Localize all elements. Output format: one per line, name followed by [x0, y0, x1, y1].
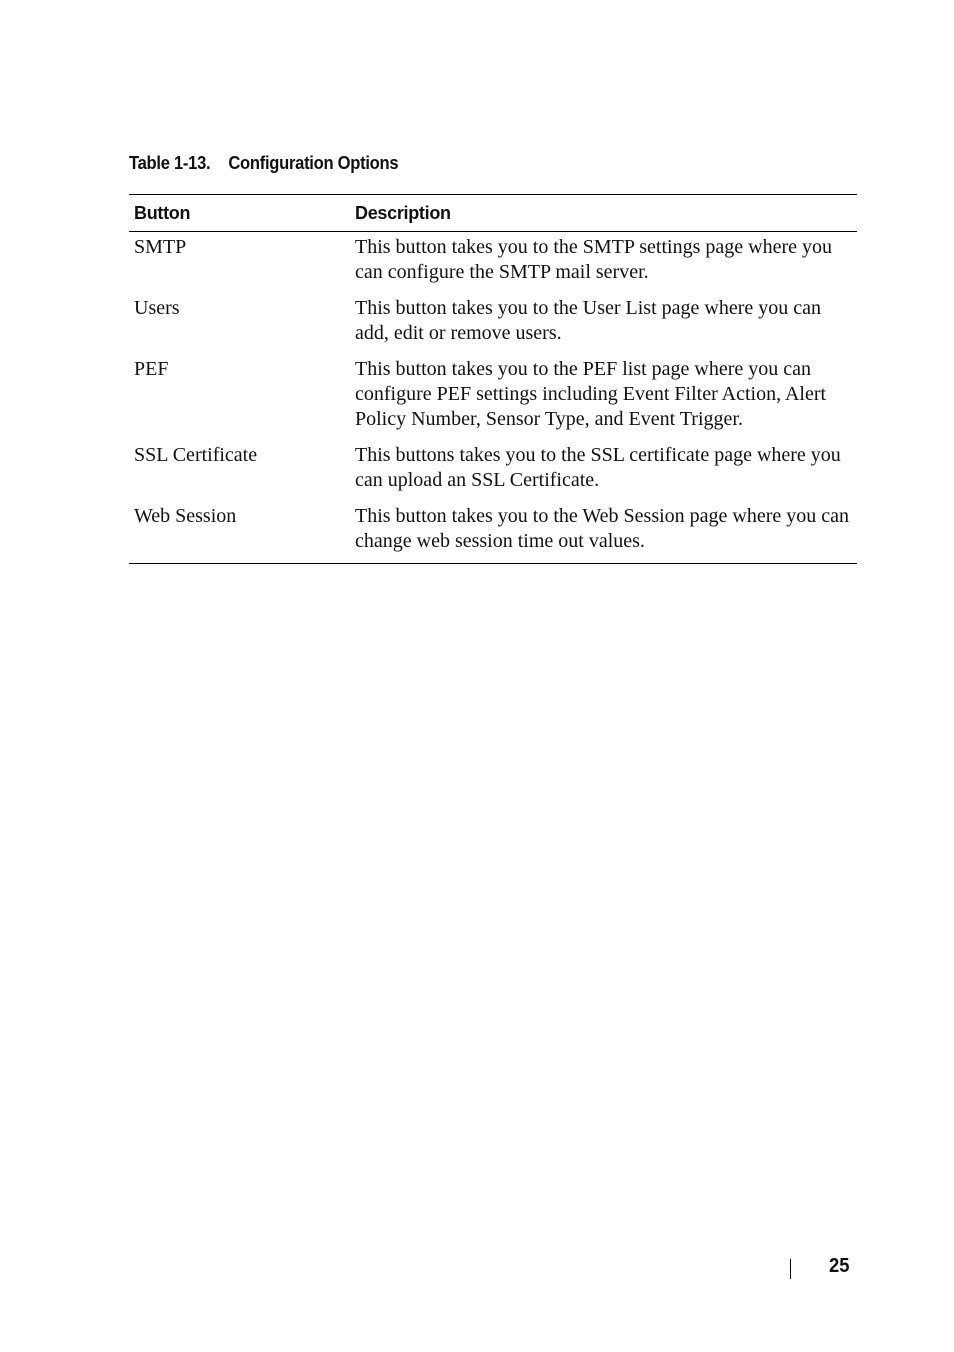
row-description: This button takes you to the Web Session page where you can change web session time out values. [355, 505, 850, 552]
row-button-name: SMTP [134, 236, 187, 258]
row-description: This button takes you to the PEF list page where you can configure PEF settings including Event Filter Action, Alert Policy Number, Sensor Type, and Event Trigger. [355, 358, 827, 430]
row-button-name: Users [134, 297, 180, 319]
table-number: Table 1-13. [129, 153, 211, 173]
header-description: Description [355, 202, 451, 223]
table-row [129, 357, 857, 443]
header-button: Button [134, 202, 191, 223]
table-row [129, 296, 857, 357]
table-row [129, 443, 857, 504]
table-title: Configuration Options [228, 153, 399, 173]
row-button-name: SSL Certificate [134, 444, 258, 466]
row-button-name: Web Session [134, 505, 237, 527]
row-button-name: PEF [134, 358, 169, 380]
table-row [129, 504, 857, 563]
table-caption [129, 153, 398, 174]
row-description: This button takes you to the User List page where you can add, edit or remove users. [355, 297, 821, 344]
table-header-row [129, 195, 857, 232]
page-number: 25 [829, 1255, 850, 1277]
footer-divider [790, 1259, 791, 1279]
configuration-options-table [129, 194, 857, 564]
table-row [129, 232, 857, 296]
row-description: This button takes you to the SMTP settings page where you can configure the SMTP mail server. [355, 236, 832, 283]
row-description: This buttons takes you to the SSL certificate page where you can upload an SSL Certificate. [355, 444, 841, 491]
